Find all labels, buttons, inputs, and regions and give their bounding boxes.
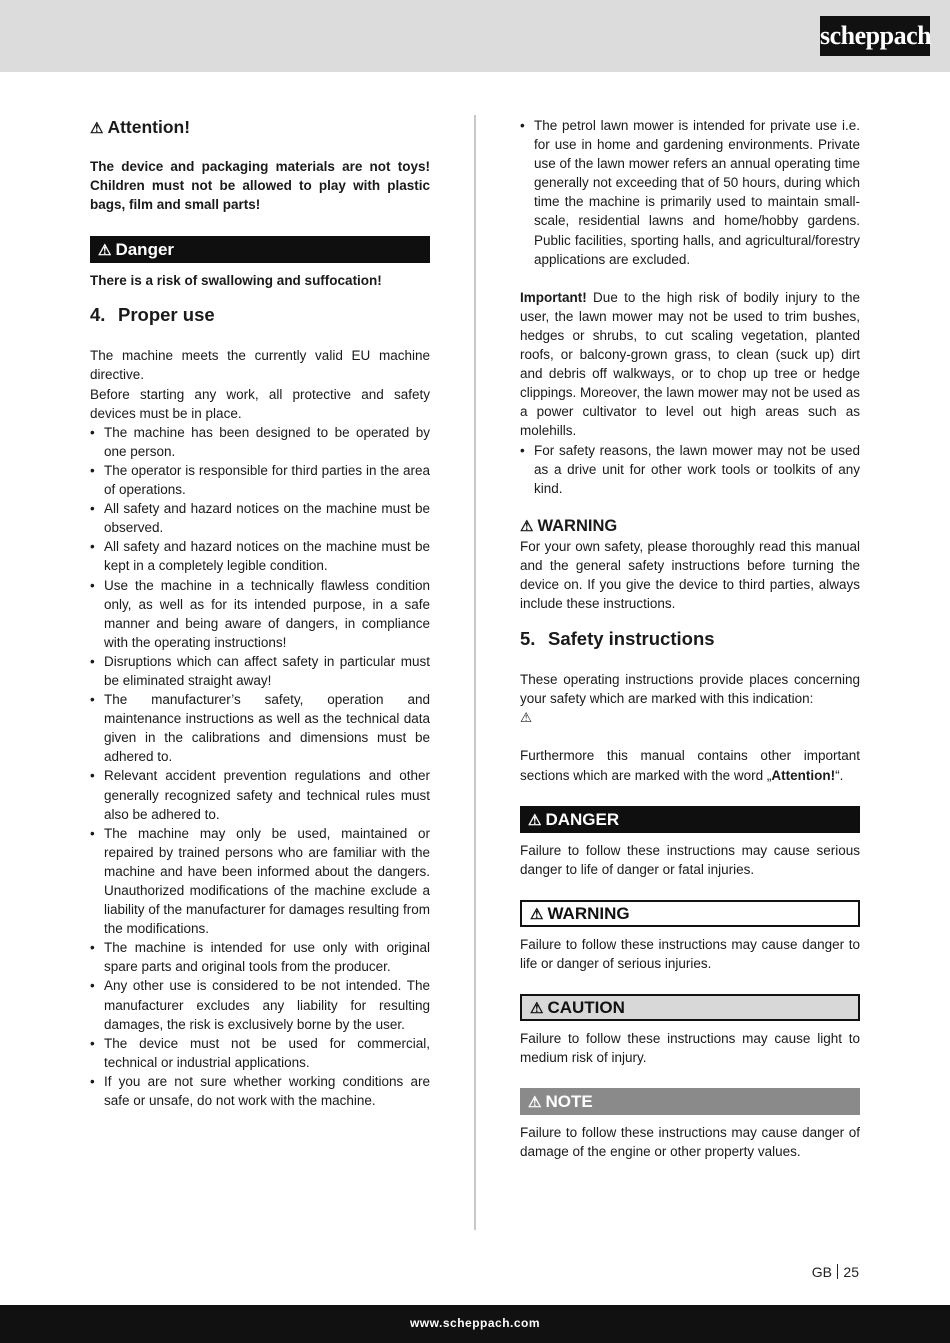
warning-triangle-icon: ⚠ xyxy=(530,905,544,923)
danger-box-text: Failure to follow these instructions may cause serious danger to life of danger or fatal injuries. xyxy=(520,842,860,877)
warning-triangle-icon: ⚠ xyxy=(528,1094,542,1112)
list-item: • Relevant accident prevention regulations and other generally recognized safety and technical rules must also be adhered to. xyxy=(90,766,430,823)
intro-paragraph-1: The machine meets the currently valid EU machine directive. xyxy=(90,348,430,383)
warning-triangle-icon: ⚠ xyxy=(528,811,542,829)
danger-banner: ⚠ Danger xyxy=(90,236,430,263)
list-item: • The petrol lawn mower is intended for private use i.e. for use in home and gardening environments. Private use of the lawn mower refers an annual operating time generally not exceeding that of 50 hours, during which time the machine is primarily used to maintain small-scale, residential lawns and home/hobby gardens. Public facilities, sporting halls, and agricultural/forestry applications are excluded. xyxy=(520,116,860,269)
warning-heading: ⚠ WARNING xyxy=(520,516,618,535)
list-item: • Use the machine in a technically flawless condition only, as well as for its intended purpose, in a safe manner and being aware of dangers, in compliance with the operating instructions! xyxy=(90,576,430,652)
drive-unit-list xyxy=(520,441,860,498)
warning-box: ⚠ WARNING xyxy=(520,900,860,927)
important-paragraph: Important! Due to the high risk of bodily injury to the user, the lawn mower may not be used to trim bushes, hedges or shrubs, to cut scaling vegetation, planted roofs, or balcony-grown grass, to clean (suck up) dirt and debris off walkways, or to chop up tree or hedge clippings. Moreover, the lawn mower may not be used as a power cultivator to level out high areas such as molehills. xyxy=(520,289,860,439)
website-link[interactable]: www.scheppach.com xyxy=(409,1316,541,1330)
section-5-heading: 5. Safety instructions xyxy=(520,628,715,650)
list-item: • The machine is intended for use only with original spare parts and original tools from the producer. xyxy=(90,938,430,976)
attention-word-paragraph: Furthermore this manual contains other important sections which are marked with the word „Attention!“. xyxy=(520,748,860,783)
left-column xyxy=(90,116,430,1110)
caution-box: ⚠ CAUTION xyxy=(520,994,860,1021)
private-use-list xyxy=(520,116,860,269)
list-item: • For safety reasons, the lawn mower may not be used as a drive unit for other work tools or toolkits of any kind. xyxy=(520,441,860,498)
list-item: • All safety and hazard notices on the machine must be observed. xyxy=(90,499,430,537)
warning-paragraph: For your own safety, please thoroughly read this manual and the general safety instructions before turning the device on. If you give the device to third parties, always include these instructions. xyxy=(520,538,860,612)
section-4-heading: 4. Proper use xyxy=(90,304,215,326)
note-box-text: Failure to follow these instructions may cause danger of damage of the engine or other property values. xyxy=(520,1125,860,1160)
attention-heading: ⚠ Attention! xyxy=(90,116,430,140)
list-item: • All safety and hazard notices on the machine must be kept in a completely legible condition. xyxy=(90,537,430,575)
right-column xyxy=(520,116,860,1161)
warning-triangle-icon: ⚠ xyxy=(90,120,104,137)
warning-triangle-icon: ⚠ xyxy=(530,1000,544,1017)
list-item: • Disruptions which can affect safety in particular must be eliminated straight away! xyxy=(90,652,430,690)
warning-box-text: Failure to follow these instructions may cause danger to life or danger of serious injuries. xyxy=(520,936,860,971)
list-item: • The machine may only be used, maintained or repaired by trained persons who are familiar with the machine and have been informed about the dangers. Unauthorized modifications of the machine exclude a liability of the manufacturer for damages resulting from the modifications. xyxy=(90,824,430,939)
page-number: GB 25 xyxy=(811,1264,859,1280)
list-item: • The machine has been designed to be operated by one person. xyxy=(90,423,430,461)
list-item: • The device must not be used for commercial, technical or industrial applications. xyxy=(90,1034,430,1072)
proper-use-list xyxy=(90,423,430,1110)
page-header xyxy=(0,0,950,72)
list-item: • The manufacturer’s safety, operation and maintenance instructions as well as the technical data given in the calibrations and dimensions must be adhered to. xyxy=(90,690,430,766)
column-divider xyxy=(474,115,476,1230)
warning-triangle-icon: ⚠ xyxy=(520,517,534,535)
danger-text: There is a risk of swallowing and suffocation! xyxy=(90,273,382,289)
warning-triangle-icon: ⚠ xyxy=(98,242,112,260)
list-item: • Any other use is considered to be not intended. The manufacturer excludes any liability for resulting damages, the risk is exclusively borne by the user. xyxy=(90,976,430,1033)
list-item: • If you are not sure whether working conditions are safe or unsafe, do not work with the machine. xyxy=(90,1072,430,1110)
note-box: ⚠ NOTE xyxy=(520,1088,860,1115)
danger-box: ⚠ DANGER xyxy=(520,806,860,833)
caution-box-text: Failure to follow these instructions may cause light to medium risk of injury. xyxy=(520,1031,860,1066)
page-footer xyxy=(0,1305,950,1343)
intro-paragraph-2: Before starting any work, all protective and safety devices must be in place. xyxy=(90,386,430,421)
scheppach-logo: scheppach xyxy=(820,16,930,56)
attention-text: The device and packaging materials are not toys! Children must not be allowed to play with plastic bags, film and small parts! xyxy=(90,159,430,213)
indication-symbol: ⚠ xyxy=(520,710,533,726)
list-item: • The operator is responsible for third parties in the area of operations. xyxy=(90,461,430,499)
indication-paragraph: These operating instructions provide places concerning your safety which are marked with this indication: xyxy=(520,672,860,707)
